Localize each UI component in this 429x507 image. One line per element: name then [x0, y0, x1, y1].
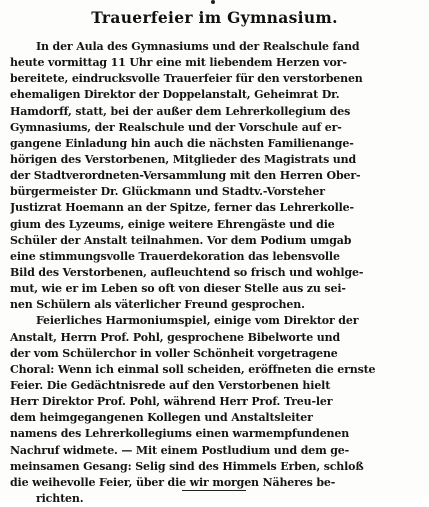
paragraph-2 [10, 313, 418, 507]
text-line: der vom Schülerchor in voller Schönheit vorgetragene [10, 346, 338, 360]
text-line: dem heimgegangenen Kollegen und Anstaltsleiter [10, 411, 313, 425]
text-line: bereitete, eindrucksvolle Trauerfeier für den verstorbenen [10, 72, 363, 86]
text-line: gium des Lyzeums, einige weitere Ehrengäste und die [10, 217, 335, 231]
text-line: Feierliches Harmoniumspiel, einige vom Direktor der [36, 314, 359, 328]
end-rule [182, 490, 246, 491]
text-line: Hamdorff, statt, bei der außer dem Lehrerkollegium des [10, 104, 351, 118]
text-line: Bild des Verstorbenen, aufleuchtend so frisch und wohlge- [10, 265, 364, 279]
text-line: meinsamen Gesang: Selig sind des Himmels Erben, schloß [10, 459, 364, 473]
text-line: Anstalt, Herrn Prof. Pohl, gesprochene Bibelworte und [10, 330, 341, 344]
article-body [10, 39, 418, 507]
text-line: richten. [36, 491, 84, 505]
text-line: Choral: Wenn ich einmal soll scheiden, eröffneten die ernste [10, 362, 376, 376]
text-line: der Stadtverordneten-Versammlung mit den Herren Ober- [10, 169, 361, 183]
text-line: gangene Einladung hin auch die nächsten Familienange- [10, 136, 354, 150]
text-line: eine stimmungsvolle Trauerdekoration das lebensvolle [10, 249, 340, 263]
text-line: Justizrat Hoemann an der Spitze, ferner das Lehrerkolle- [10, 201, 354, 215]
text-line: heute vormittag 11 Uhr eine mit liebendem Herzen vor- [10, 56, 347, 70]
text-line: Schüler der Anstalt teilnahmen. Vor dem Podium umgab [10, 233, 352, 247]
text-line: die weihevolle Feier, über die wir morgen Näheres be- [10, 475, 336, 489]
text-line: nen Schülern als väterlicher Freund gesprochen. [10, 298, 305, 312]
text-line: namens des Lehrerkollegiums einen warmempfundenen [10, 427, 350, 441]
text-line: ehemaligen Direktor der Doppelanstalt, Geheimrat Dr. [10, 88, 340, 102]
text-line: bürgermeister Dr. Glückmann und Stadtv.-Vorsteher [10, 185, 325, 199]
text-line: hörigen des Verstorbenen, Mitglieder des Magistrats und [10, 152, 357, 166]
top-bullet-mark [211, 0, 215, 4]
text-line: Gymnasiums, der Realschule und der Vorschule auf er- [10, 120, 342, 134]
text-line: In der Aula des Gymnasiums und der Realschule fand [36, 40, 360, 53]
text-line: Feier. Die Gedächtnisrede auf den Verstorbenen hielt [10, 378, 331, 392]
text-line: Nachruf widmete. — Mit einem Postludium und dem ge- [10, 443, 350, 457]
paragraph-1 [10, 39, 418, 313]
article-headline: Trauerfeier im Gymnasium. [91, 8, 338, 27]
text-line: Herr Direktor Prof. Pohl, während Herr Prof. Treu-ler [10, 395, 333, 409]
text-line: mut, wie er im Leben so oft von dieser Stelle aus zu sei- [10, 282, 346, 296]
